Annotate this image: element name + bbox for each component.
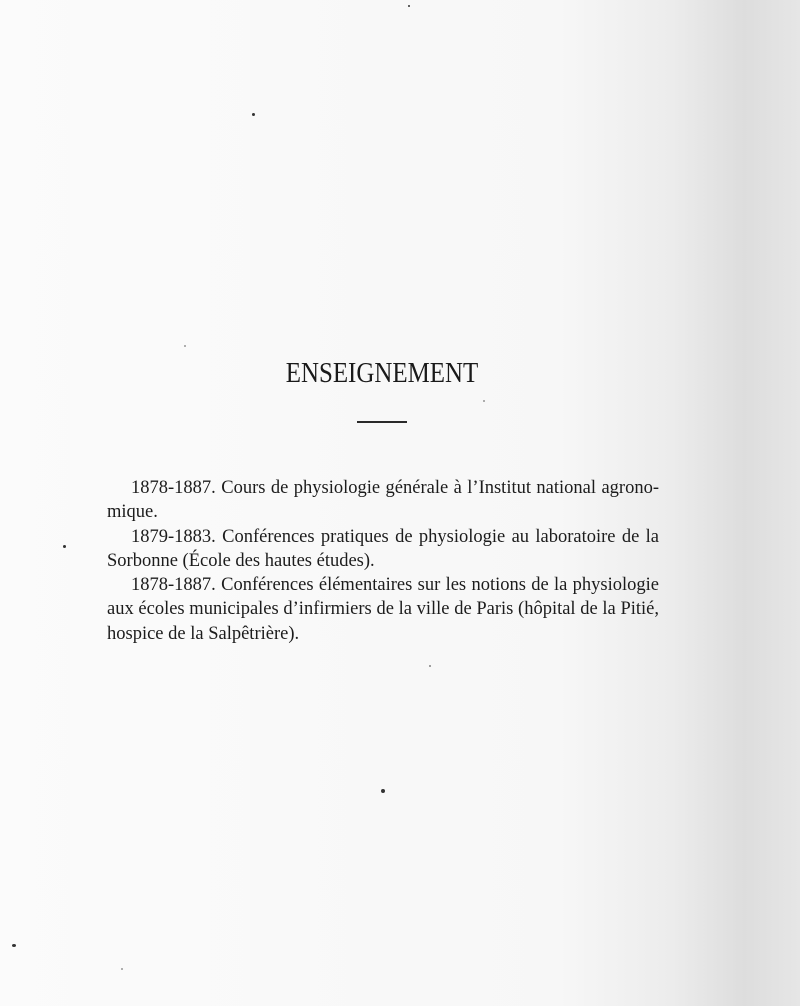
entry-3 [107, 573, 659, 646]
entries-list [107, 476, 659, 646]
entry-3-line-1: 1878-1887. Conférences élémentaires sur les notions de la physiologie [131, 575, 659, 596]
ink-speck [429, 665, 431, 667]
ink-speck [12, 944, 16, 947]
entry-2 [107, 525, 659, 574]
entry-2-line-1: 1879-1883. Conférences pratiques de physiologie au laboratoire de la [131, 526, 659, 547]
ink-speck [408, 5, 410, 7]
ink-speck [184, 345, 186, 347]
ink-speck [252, 113, 255, 116]
entry-2-continuation: Sorbonne (École des hautes études). [107, 550, 375, 571]
title-rule [357, 421, 407, 423]
ink-speck [121, 968, 123, 970]
entry-1-line-1: 1878-1887. Cours de physiologie générale à l’Institut national agrono- [131, 478, 659, 498]
ink-speck [63, 545, 66, 548]
entry-1 [107, 476, 659, 525]
section-title: ENSEIGNEMENT [285, 357, 479, 389]
entry-1-continuation: mique. [107, 502, 158, 523]
ink-speck [483, 400, 485, 402]
ink-speck [381, 789, 385, 793]
entry-3-continuation-2: hospice de la Salpêtrière). [107, 623, 300, 644]
entry-3-continuation-1: aux écoles municipales d’infirmiers de la ville de Paris (hôpital de la Pitié, [107, 599, 659, 620]
